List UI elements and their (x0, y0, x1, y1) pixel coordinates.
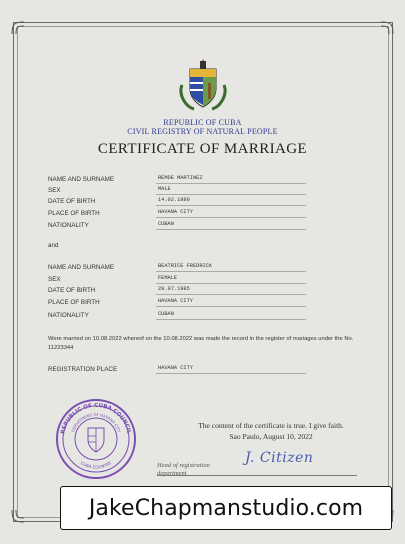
groom-sex-row (48, 187, 368, 197)
bride-dob-row (48, 287, 368, 297)
bride-pob-row (48, 299, 368, 309)
field-value: MALE (158, 186, 171, 192)
signatory-title-line: Head of registration (157, 462, 210, 469)
field-label: PLACE OF BIRTH (48, 299, 100, 306)
official-seal-icon (55, 398, 137, 480)
field-label: PLACE OF BIRTH (48, 210, 100, 217)
field-value: BEATRICE FREDRICK (158, 263, 213, 269)
field-value: CUBAN (158, 221, 174, 227)
signature: J. Citizen (245, 450, 314, 466)
field-label: DATE OF BIRTH (48, 198, 96, 205)
svg-text:CUBA COUNTRY (80, 460, 113, 469)
page-title: CERTIFICATE OF MARRIAGE (97, 141, 308, 157)
connector-text: and (48, 242, 59, 249)
field-label: NAME AND SURNAME (48, 264, 115, 271)
corner-ornament-icon (377, 18, 397, 38)
republic-heading: REPUBLIC OF CUBA (163, 118, 242, 127)
watermark-banner: JakeChapmanstudio.com (60, 486, 392, 530)
bride-name-row (48, 264, 368, 274)
field-value: HAVANA CITY (158, 298, 193, 304)
signatory-title-line: department (157, 470, 187, 477)
field-label: NATIONALITY (48, 222, 89, 229)
field-label: DATE OF BIRTH (48, 287, 96, 294)
field-value: 14.02.1980 (158, 197, 190, 203)
corner-ornament-icon (8, 18, 28, 38)
groom-pob-row (48, 210, 368, 220)
statement-date: Sao Paulo, August 10, 2022 (229, 432, 313, 441)
statement-line: The content of the certificate is true. I give faith. (198, 421, 344, 430)
field-value: HAVANA CITY (158, 365, 193, 371)
groom-name-row (48, 176, 368, 186)
certification-statement (176, 420, 366, 442)
groom-nationality-row (48, 222, 368, 232)
field-label: NATIONALITY (48, 312, 89, 319)
registry-heading: CIVIL REGISTRY OF NATURAL PEOPLE (127, 127, 278, 136)
signature-line (157, 475, 357, 476)
field-label: SEX (48, 276, 61, 283)
seal-top-text: REPUBLIC OF CUBA COUNCIL (60, 402, 132, 435)
seal-bottom-text: CUBA COUNTRY (79, 460, 113, 470)
field-value: 29.07.1985 (158, 286, 190, 292)
seal-inner-text: DEPARTMENT OF HAVANA CITY (70, 411, 122, 433)
bride-nationality-row (48, 312, 368, 322)
registration-place-row (48, 366, 368, 376)
field-label: NAME AND SURNAME (48, 176, 115, 183)
field-label: SEX (48, 187, 61, 194)
bride-sex-row (48, 276, 368, 286)
field-value: HAVANA CITY (158, 209, 193, 215)
corner-ornament-icon (8, 506, 28, 526)
coat-of-arms-icon (176, 55, 230, 115)
groom-dob-row (48, 198, 368, 208)
field-value: CUBAN (158, 311, 174, 317)
field-label: REGISTRATION PLACE (48, 366, 118, 373)
field-value: REMDE MARTINEZ (158, 175, 203, 181)
field-value: FEMALE (158, 275, 178, 281)
record-text: Were married on 10.08.2022 whereof on the 10.08.2022 was made the record in the register of mariages under the No. 11223344 (48, 336, 354, 351)
